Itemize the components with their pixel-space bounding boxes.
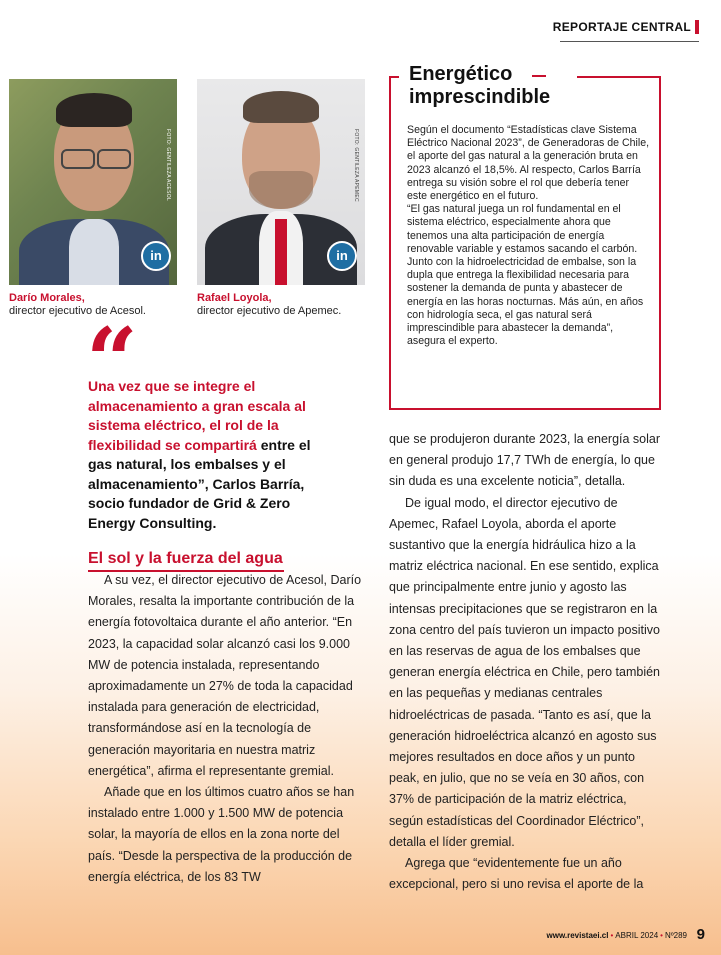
photo-credit: FOTO: GENTILEZA APEMEC xyxy=(353,129,359,202)
footer-site[interactable]: www.revistaei.cl xyxy=(546,931,609,940)
person-hair xyxy=(243,91,319,123)
person-tie xyxy=(275,219,287,285)
caption-role: director ejecutivo de Apemec. xyxy=(197,305,342,317)
right-column xyxy=(389,429,663,895)
left-column xyxy=(88,570,364,888)
caption-name: Darío Morales, xyxy=(9,292,85,304)
pull-quote-text: entre el gas natural, los embalses y el almacenamiento”, Carlos Barría, socio fundador de Grid & Zero Energy Consulting. xyxy=(88,436,311,531)
header-accent-bar xyxy=(695,20,699,34)
person-beard xyxy=(249,171,313,209)
person-hair xyxy=(56,93,132,127)
body-paragraph: Agrega que “evidentemente fue un año excepcional, pero si uno revisa el aporte de la xyxy=(389,856,644,892)
glasses-right xyxy=(97,149,131,169)
page-footer: www.revistaei.cl • ABRIL 2024 • Nº289 xyxy=(546,931,687,940)
header-rule xyxy=(560,41,699,42)
box-paragraph: Según el documento “Estadísticas clave Sistema Eléctrico Nacional 2023”, de Generadoras de Chile, el aporte del gas natural a la generación bruta en 2023 alcanzó el 18,5%. Al respecto, Carlos Barría entrega su visión sobre el rol que debería tener este energético en el futuro. xyxy=(407,124,650,203)
pull-quote xyxy=(88,377,338,533)
body-paragraph: que se produjeron durante 2023, la energía solar en general produjo 17,7 TWh de energía, lo que sin duda es una excelente noticia”, detalla. xyxy=(389,432,661,489)
section-header: REPORTAJE CENTRAL xyxy=(552,20,691,34)
photo-credit: FOTO: GENTILEZA ACESOL xyxy=(165,129,171,202)
quote-mark-icon: “ xyxy=(86,308,138,414)
person-shirt xyxy=(69,219,119,285)
title-dash xyxy=(532,75,546,77)
caption-role: director ejecutivo de Acesol. xyxy=(9,305,146,317)
linkedin-icon[interactable]: in xyxy=(327,241,357,271)
sidebar-box-title: Energético imprescindible xyxy=(399,63,577,109)
footer-issue: Nº289 xyxy=(664,931,687,940)
pull-quote-highlight: Una vez que se integre el almacenamiento a gran escala al sistema eléctrico, el rol de la flexibilidad se compartirá xyxy=(88,378,306,453)
photo-rafael-loyola xyxy=(197,79,365,285)
linkedin-icon[interactable]: in xyxy=(141,241,171,271)
glasses-left xyxy=(61,149,95,169)
body-paragraph: Añade que en los últimos cuatro años se han instalado entre 1.000 y 1.500 MW de potencia solar, la mayoría de ellos en la zona norte del país. “Desde la perspectiva de la producción de energía eléctrica, de los 83 TW xyxy=(88,785,355,884)
footer-date: ABRIL 2024 xyxy=(615,931,659,940)
body-paragraph: A su vez, el director ejecutivo de Acesol, Darío Morales, resalta la importante contribución de la energía fotovoltaica durante el año anterior. “En 2023, la capacidad solar alcanzó casi los 9.000 MW de potencia instalada, representando aproximadamente un 27% de toda la capacidad instalada para generación de electricidad, transformándose así en la tecnología de generación mayoritaria en nuestra matriz energética”, afirma el representante gremial. xyxy=(88,573,362,778)
section-title: El sol y la fuerza del agua xyxy=(88,550,283,567)
sidebar-box-body xyxy=(407,124,651,348)
caption-name: Rafael Loyola, xyxy=(197,292,272,304)
page-number: 9 xyxy=(696,926,705,943)
caption-rafael xyxy=(197,292,341,318)
box-paragraph: “El gas natural juega un rol fundamental en el sistema eléctrico, especialmente ahora que tenemos una alta participación de energía renovable variable y estamos sacando el carbón. Junto con la hidroelectricidad de embalse, son la dupla que entrega la flexibilidad necesaria para sostener la demanda de punta y abastecer de energía en las horas nocturnas. Más aún, en años con hidrología seca, el gas natural será imprescindible para abastecer la demanda”, asegura el experto. xyxy=(407,203,644,348)
photo-dario-morales xyxy=(9,79,177,285)
body-paragraph: De igual modo, el director ejecutivo de Apemec, Rafael Loyola, aborda el aporte sustantivo que la energía hidráulica hizo a la matriz eléctrica nacional. En ese sentido, explica que principalmente entre junio y agosto las intensas precipitaciones que se registraron en la zona centro del país tuvieron un impacto positivo en las reservas de agua de los embalses que generan energía eléctrica en Chile, pero también en las pequeñas y medianas centrales hidroeléctricas de pasada. “Tanto es así, que la generación hidroeléctrica alcanzó en agosto sus mejores resultados en doce años y un punto peak, en julio, que no se veía en 30 años, con 37% de participación de la matriz eléctrica, según estadísticas del Coordinador Eléctrico”, detalla el líder gremial. xyxy=(389,495,661,849)
